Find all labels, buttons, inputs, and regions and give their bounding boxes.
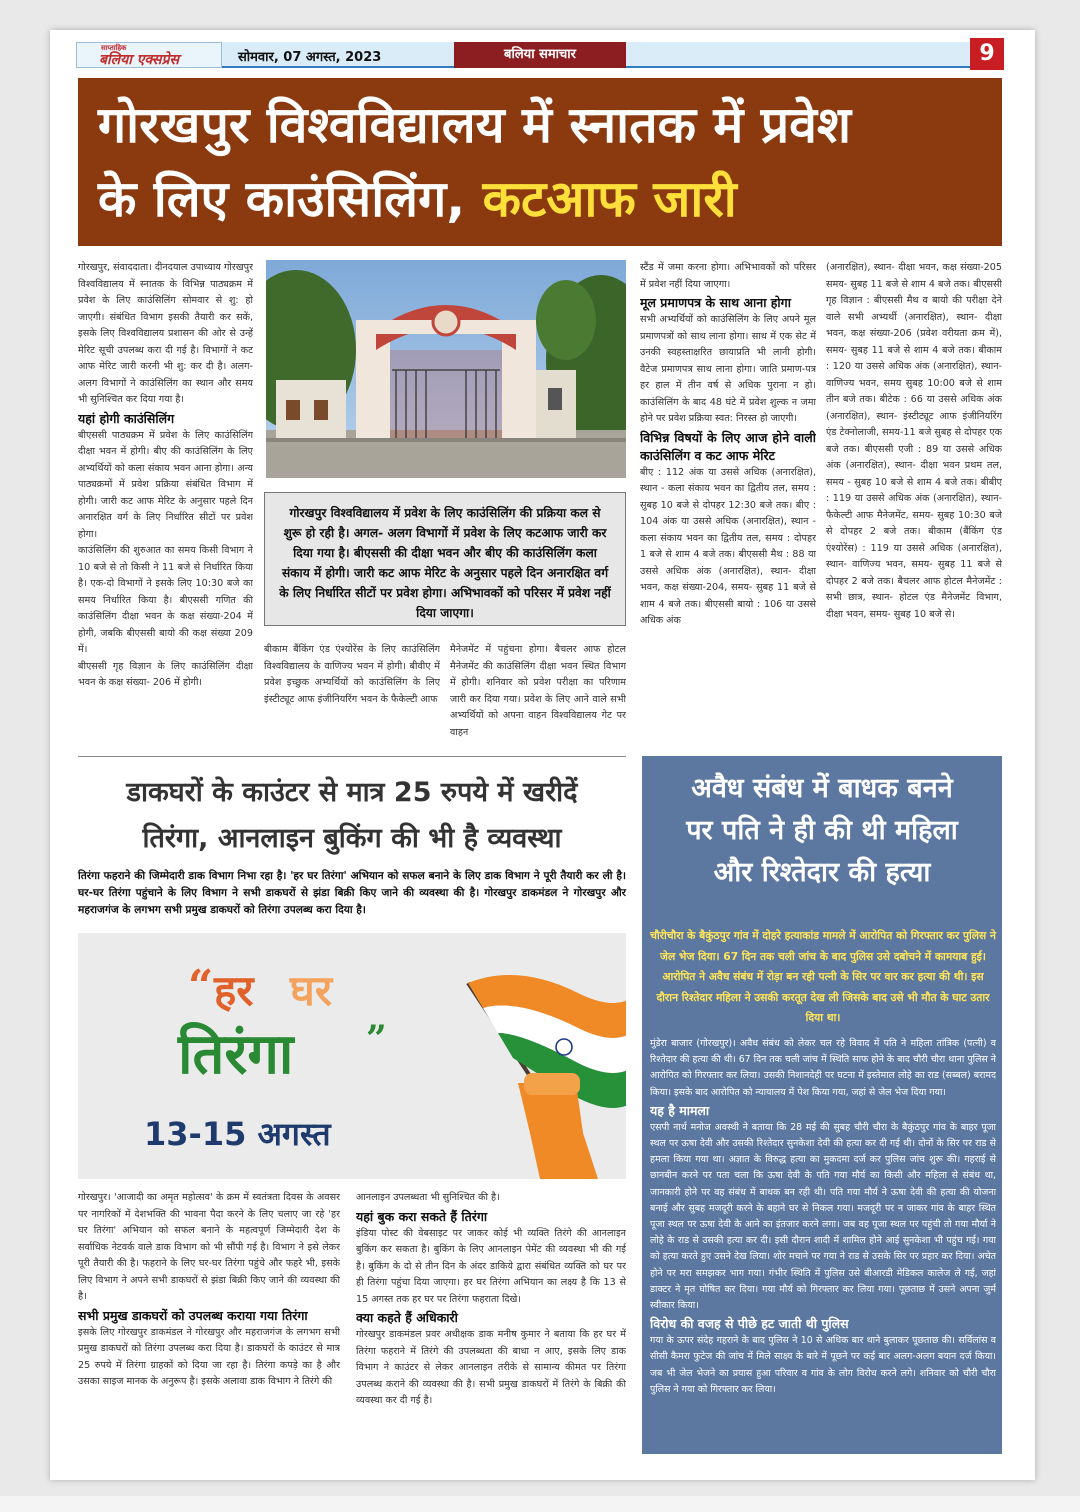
paragraph: गया के ऊपर संदेह गहराने के बाद पुलिस ने 10 से अधिक बार थाने बुलाकर पूछताछ की। सर्विलांस व सीसी कैमरा फुटेज की जांच में मिले साक्ष्य के बारे में पूछने पर कई बार अलग-अलग बयान दर्ज किया। जब भी जेल भेजने का प्रयास हुआ परिवार व गांव के लोग विरोध करने लगे। शनिवार को चौरी चौरा पुलिस ने गया को गिरफ्तार कर लिया। — [650, 1335, 996, 1395]
lead-story-headline — [78, 78, 1002, 246]
paragraph: बीएससी पाठ्यक्रम में प्रवेश के लिए काउंसिलिंग दीक्षा भवन में होगी। बीए की काउंसिलिंग के लिए अभ्यर्थियों को कला संकाय भवन आना होगा। अन्य पाठ्यक्रमों में प्रवेश प्रक्रिया संबंधित विभाग में होगी। जारी कट आफ मेरिट के अनुसार पहले दिन अनारक्षित वर्ग के लिए निर्धारित सीटों पर प्रवेश होगा। — [78, 429, 253, 540]
paragraph: आनलाइन उपलब्धता भी सुनिश्चित की है। — [356, 1192, 500, 1203]
paragraph: गोरखपुर। 'आजादी का अमृत महोत्सव' के क्रम में स्वतंत्रता दिवस के अवसर पर नागरिकों में देशभक्ति की भावना पैदा करने के लिए चलाए जा रहे 'हर घर तिरंगा' अभियान को सफल बनाने के महत्वपूर्ण जिम्मेदारी देश के सर्वाधिक नेटवर्क वाले डाक विभाग को भी सौंपी गई है। विभाग ने इसे लेकर पूरी तैयारी की है। फहराने के लिए घर-घर तिरंगा पहुंचे और फहरे भी, इसके लिए विभाग ने अपने सभी डाकघरों से झंडा बिक्री किए जाने की व्यवस्था की है। — [78, 1192, 340, 1302]
headline-line-2 — [98, 162, 982, 236]
paragraph: गोरखपुर, संवाददाता। दीनदयाल उपाध्याय गोरखपुर विश्वविद्यालय में स्नातक के विभिन्न पाठ्यक्रम में प्रवेश के लिए काउंसिलिंग सोमवार से शु: हो जाएगी। संबंधित विभाग इसकी तैयारी कर सकें, इसके लिए विश्वविद्यालय प्रशासन की ओर से उन्हें मेरिट सूची उपलब्ध करा दी गई है। विभागों ने कट आफ मेरिट जारी करनी भी शु: कर दी है। अलग-अलग विभागों ने काउंसिलिंग का स्थान और समय भी सुनिश्चित कर दिया गया है। — [78, 262, 253, 405]
page-header — [76, 42, 1004, 68]
lead-story-summary-box: गोरखपुर विश्वविद्यालय में प्रवेश के लिए काउंसिलिंग की प्रक्रिया कल से शुरू हो रही है। अगल- अलग विभागों में प्रवेश के लिए कटआफ जारी कर दिया गया है। बीएससी की दीक्षा भवन और बीए की काउंसिलिंग कला संकाय में होगी। जारी कट आफ मेरिट के अनुसार पहले दिन अनारक्षित वर्ग के लिए निर्धारित सीटों पर प्रवेश होगा। अभिभावकों को परिसर में प्रवेश नहीं दिया जाएगा। — [264, 492, 626, 626]
banner-quote-close: ” — [366, 1018, 387, 1060]
banner-word-ghar: घर — [290, 966, 333, 1015]
section-divider — [78, 756, 626, 757]
issue-date: सोमवार, 07 अगस्त, 2023 — [238, 50, 382, 65]
subheading: विभिन्न विषयों के लिए आज होने वाली काउंसिलिंग व कट आफ मेरिट — [640, 429, 816, 463]
paragraph: स्टैंड में जमा करना होगा। अभिभावकों को परिसर में प्रवेश नहीं दिया जाएगा। — [640, 262, 816, 290]
paragraph: काउंसिलिंग की शुरुआत का समय किसी विभाग ने 10 बजे से तो किसी ने 11 बजे से निर्धारित किया है। एक-दो विभागों ने इसके लिए 10:30 बजे का समय निर्धारित किया है। बीएससी गणित की काउंसिलिंग दीक्षा भवन के कक्ष संख्या-204 में होगी, जबकि बीएससी बायो की कक्ष संख्या 209 में। — [78, 545, 253, 655]
murder-story-intro: चौरीचौरा के बैकुंठपुर गांव में दोहरे हत्याकांड मामले में आरोपित को गिरफ्तार कर पुलिस ने जेल भेज दिया। 67 दिन तक चली जांच के बाद पुलिस उसे दबोचने में कामयाब हुई। आरोपित ने अवैध संबंध में रोड़ा बन रही पत्नी के सिर पर वार कर हत्या की थी। इस दौरान रिश्तेदार महिला ने उसकी करतूत देख ली जिसके बाद उसे भी मौत के घाट उतार दिया था। — [650, 929, 996, 1024]
banner-quote-open: “ — [188, 961, 214, 1012]
lead-story-column-4 — [826, 260, 1002, 750]
headline-line-2: पर पति ने ही की थी महिला — [686, 815, 958, 846]
murder-story-body — [650, 1036, 996, 1448]
lead-story-column-2a — [264, 642, 440, 750]
subheading: यहां होगी काउंसिलिंग — [78, 410, 175, 426]
newspaper-page — [50, 30, 1035, 1480]
headline-line-2-highlight: कटआफ जारी — [482, 170, 737, 228]
paragraph: (अनारक्षित), स्थान- दीक्षा भवन, कक्ष संख्या-205 समय- सुबह 11 बजे से शाम 4 बजे तक। बीएससी गृह विज्ञान : बीएससी मैथ व बायो की परीक्षा देने वाले सभी अभ्यर्थी (अनारक्षित), स्थान- दीक्षा भवन, कक्ष संख्या-206 (प्रवेश वरीयता क्रम में), समय- सुबह 11 बजे से शाम 4 बजे तक। बीकाम : 120 या उससे अधिक अंक (अनारक्षित), स्थान- वाणिज्य भवन, समय सुबह 10:00 बजे से शाम तीन बजे तक। बीटेक : 66 या उससे अधिक अंक (अनारक्षित), स्थान- इंस्टीट्यूट आफ इंजीनियरिंग एंड टेक्नोलाजी, समय-11 बजे सुबह से दोपहर एक बजे तक। बीएससी एजी : 89 या उससे अधिक अंक (अनारक्षित), स्थान- दीक्षा भवन प्रथम तल, समय - सुबह 10 बजे से शाम 4 बजे तक। बीबीए : 119 या उससे अधिक अंक (अनारक्षित), स्थान- फैकेल्टी आफ मैनेजमेंट, समय- सुबह 10:30 बजे से दोपहर 2 बजे तक। बीकाम (बैंकिंग एंड एंश्योरेंस) : 119 या उससे अधिक (अनारक्षित), स्थान- वाणिज्य भवन, समय- सुबह 11 बजे से दोपहर 2 बजे तक। बैचलर आफ होटल मैनेजमेंट : सभी छात्र, स्थान- होटल एंड मैनेजमेंट विभाग, दीक्षा भवन, समय- सुबह 10 बजे से। — [826, 262, 1002, 620]
headline-line-1: अवैध संबंध में बाधक बनने — [691, 773, 953, 804]
subheading: यहां बुक करा सकते हैं तिरंगा — [356, 1208, 488, 1224]
headline-line-1: गोरखपुर विश्वविद्यालय में स्नातक में प्रवेश — [98, 96, 851, 154]
subheading: सभी प्रमुख डाकघरों को उपलब्ध कराया गया तिरंगा — [78, 1307, 308, 1323]
tiranga-story-column-1 — [78, 1190, 340, 1456]
paragraph: मैनेजमेंट में पहुंचना होगा। बैचलर आफ होटल मैनेजमेंट की काउंसिलिंग दीक्षा भवन स्थित विभाग में होगी। शनिवार को प्रवेश परीक्षा का परिणाम जारी कर दिया गया। प्रवेश के लिए आने वाले सभी अभ्यर्थियों को अपना वाहन विश्वविद्यालय गेट पर वाहन — [450, 644, 626, 738]
viewer-background-strip — [0, 1496, 1080, 1512]
headline-line-3: और रिश्तेदार की हत्या — [713, 857, 931, 888]
university-gate-photo — [266, 260, 626, 478]
tiranga-story-headline — [78, 770, 626, 862]
headline-line-2-white: के लिए काउंसिलिंग, — [98, 170, 483, 228]
banner-word-har: हर — [214, 966, 254, 1015]
subheading: विरोध की वजह से पीछे हट जाती थी पुलिस — [650, 1316, 849, 1332]
paragraph: मुंडेरा बाजार (गोरखपुर)। अवैध संबंध को लेकर चल रहे विवाद में पति ने महिला तांत्रिक (पत्नी) व रिश्तेदार की हत्या की थी। 67 दिन तक चली जांच में स्थिति साफ होने के बाद चौरी चौरा थाना पुलिस ने आरोपित को गिरफ्तार कर लिया। उसकी निशानदेही पर घटना में इस्तेमाल लोहे का राड (सब्बल) बरामद किया। इसके बाद आरोपित को न्यायालय में पेश किया गया, जहां से जेल भेज दिया गया। — [650, 1038, 996, 1098]
page-number: 9 — [970, 38, 1004, 70]
paragraph: इसके लिए गोरखपुर डाकमंडल ने गोरखपुर और महराजगंज के लगभग सभी प्रमुख डाकघरों को तिरंगा उपलब्ध करा दिया है। डाकघरों के काउंटर से मात्र 25 रुपये में तिरंगा ग्राहकों को दिया जा रहा है। तिरंगा कपड़े का है और उसका साइज मानक के अनुरूप है। इसके अलावा डाक विभाग ने तिरंगे की — [78, 1326, 340, 1387]
har-ghar-tiranga-banner — [78, 933, 626, 1179]
section-name: बलिया समाचार — [454, 42, 626, 68]
murder-story-box — [642, 756, 1002, 1454]
lead-story-column-3 — [640, 260, 816, 750]
lead-story-column-2b — [450, 642, 626, 750]
masthead-logo — [76, 42, 222, 68]
paragraph: बीए : 112 अंक या उससे अधिक (अनारक्षित), स्थान - कला संकाय भवन का द्वितीय तल, समय : सुबह 10 बजे से दोपहर 12:30 बजे तक। बीए : 104 अंक या उससे अधिक (अनारक्षित), स्थान - कला संकाय भवन का द्वितीय तल, समय : दोपहर 1 बजे से शाम 4 बजे तक। बीएससी मैथ : 88 या उससे अधिक अंक (अनारक्षित), स्थान- दीक्षा भवन, कक्ष संख्या-204, समय- सुबह 11 बजे से शाम 4 बजे तक। बीएससी बायो : 106 या उससे अधिक अंक — [640, 466, 816, 626]
headline-line-2: तिरंगा, आनलाइन बुकिंग की भी है व्यवस्था — [142, 823, 562, 854]
subheading: यह है मामला — [650, 1102, 710, 1118]
paragraph: सभी अभ्यर्थियों को काउंसिलिंग के लिए अपने मूल प्रमाणपत्रों को साथ लाना होगा। साथ में एक सेट में उनकी स्वहस्ताक्षरित छायाप्रति भी लानी होगी। वैटेज प्रमाणपत्र साथ लाना होगा। जाति प्रमाण-पत्र हर हाल में तीन वर्ष से अधिक पुराना न हो। काउंसिलिंग के बाद 48 घंटे में प्रवेश शुल्क न जमा होने पर प्रवेश प्रक्रिया स्वत: निरस्त हो जाएगी। — [640, 314, 816, 424]
subheading: क्या कहते हैं अधिकारी — [356, 1310, 458, 1325]
paragraph: बीएससी गृह विज्ञान के लिए काउंसिलिंग दीक्षा भवन के कक्ष संख्या- 206 में होगी। — [78, 660, 253, 688]
logo-small-text: साप्ताहिक — [101, 44, 127, 52]
paragraph: एसपी नार्थ मनोज अवस्थी ने बताया कि 28 मई की सुबह चौरी चौरा के बैकुंठपुर गांव के बाहर पूजा स्थल पर ऊषा देवी और उसकी रिश्तेदार सुनकेशा देवी की हत्या कर दी गई थी। दोनों के सिर पर राड से हमला किया गया था। अज्ञात के विरुद्ध हत्या का मुकदमा दर्ज कर पुलिस जांच शुरू की। गहराई से छानबीन करने पर पता चला कि ऊषा देवी के पति गया मौर्य का किसी और महिला से संबंध था, जानकारी होने पर वह संबंध में बाधक बन रही थी। पति गया मौर्य ने ऊषा देवी की हत्या की योजना बनाई और सुबह मजदूरी करने के बहाने घर से निकल गया। मजदूरी पर न जाकर गांव के बाहर स्थित पूजा स्थल पर ऊषा देवी के आने का इंतजार करने लगा। जब वह पूजा स्थल पर पहुंची तो गया मौर्या ने लोहे के राड से उसकी हत्या कर दी। इसी दौरान शादी में शामिल होने आई सुनकेशा भी पहुंच गई। गया को हत्या करते हुए उसने देख लिया। शोर मचाने पर गया ने राड से उसके सिर पर प्रहार कर दिया। अचेत होने पर मरा समझकर भाग गया। गंभीर स्थिति में पुलिस उसे बीआरडी मेडिकल कालेज ले गई, जहां डाक्टर ने मृत घोषित कर दिया। गया मौर्य को गिरफ्तार कर लिया गया। पूछताछ में उसने अपना जुर्म स्वीकार किया। — [650, 1121, 996, 1312]
tiranga-story-intro: तिरंगा फहराने की जिम्मेदारी डाक विभाग निभा रहा है। 'हर घर तिरंगा' अभियान को सफल बनाने के लिए डाक विभाग ने पूरी तैयारी कर ली है। घर-घर तिरंगा पहुंचाने के लिए विभाग ने सभी डाकघरों से झंडा बिक्री किए जाने की व्यवस्था की है। गोरखपुर डाकमंडल ने गोरखपुर और महराजगंज के लगभग सभी प्रमुख डाकघरों को तिरंगा उपलब्ध करा दिया है। — [78, 870, 626, 916]
lead-story-column-1 — [78, 260, 253, 750]
subheading: मूल प्रमाणपत्र के साथ आना होगा — [640, 295, 791, 310]
tiranga-story-column-2 — [356, 1190, 626, 1456]
murder-story-headline — [642, 768, 1002, 894]
banner-word-tiranga: तिरंगा — [178, 1022, 294, 1087]
headline-line-1: डाकघरों के काउंटर से मात्र 25 रुपये में खरीदें — [126, 777, 578, 808]
logo-main-text: बलिया एक्सप्रेस — [99, 52, 179, 68]
paragraph: बीकाम बैंकिंग एंड एंश्योरेंस के लिए काउंसिलिंग विश्वविद्यालय के वाणिज्य भवन में होगी। बीवीए में प्रवेश इच्छुक अभ्यर्थियों को काउंसिलिंग के लिए इंस्टीट्यूट आफ इंजीनियरिंग भवन के फैकेल्टी आफ — [264, 644, 440, 705]
paragraph: गोरखपुर डाकमंडल प्रवर अधीक्षक डाक मनीष कुमार ने बताया कि हर घर में तिरंगा फहराने में तिरंगे की उपलब्धता की बाधा न आए, इसके लिए डाक विभाग ने काउंटर से लेकर आनलाइन तरीके से सामान्य कीमत पर तिरंगा उपलब्ध कराने की व्यवस्था की है। सभी प्रमुख डाकघरों में तिरंगे के बिक्री की व्यवस्था कर दी गई है। — [356, 1329, 626, 1406]
banner-dates: 13-15 अगस्त — [144, 1115, 331, 1153]
paragraph: इंडिया पोस्ट की वेबसाइट पर जाकर कोई भी व्यक्ति तिरंगे की आनलाइन बुकिंग कर सकता है। बुकिंग के लिए आनलाइन पेमेंट की व्यवस्था भी की गई है। बुकिंग के दो से तीन दिन के अंदर डाकिये द्वारा संबंधित व्यक्ति को घर पर ही तिरंगा पहुंचा दिया जाएगा। हर घर तिरंगा अभियान का लक्ष्य है कि 13 से 15 अगस्त तक हर घर पर तिरंगा फहराता दिखे। — [356, 1227, 626, 1305]
